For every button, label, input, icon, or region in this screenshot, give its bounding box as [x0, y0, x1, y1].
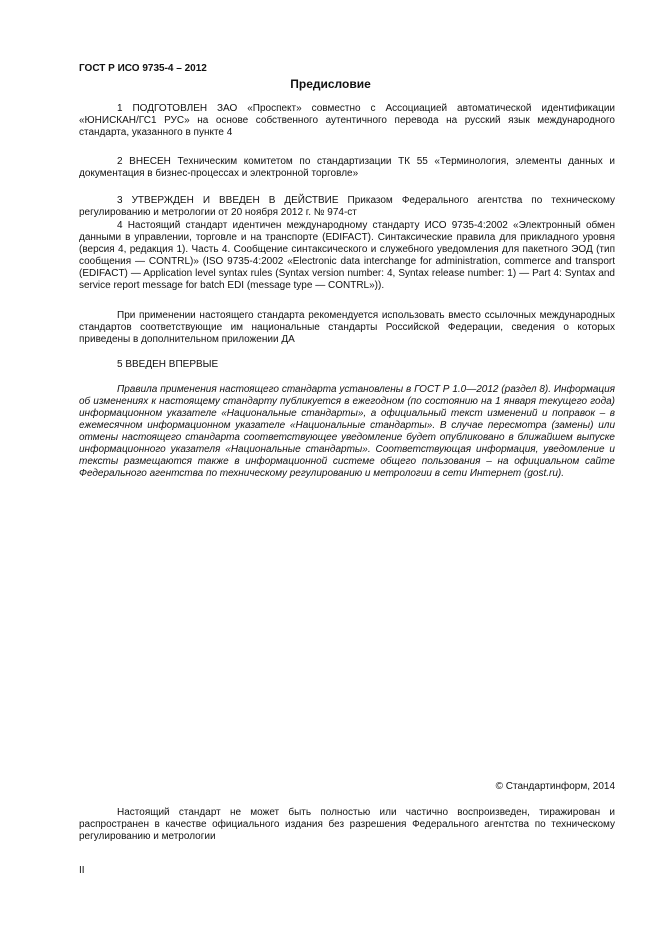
- paragraph-approved: 3 УТВЕРЖДЕН И ВВЕДЕН В ДЕЙСТВИЕ Приказом Федерального агентства по техническому регулированию и метрологии от 20 ноября 2012 г. № 974-ст: [79, 195, 615, 218]
- paragraph-references-note: При применении настоящего стандарта рекомендуется использовать вместо ссылочных международных стандартов соответствующие им национальные стандарты Российской Федерации, сведения о которых приведены в дополнительном приложении ДА: [79, 310, 615, 345]
- page-number: II: [79, 865, 85, 876]
- paragraph-submitted: 2 ВНЕСЕН Техническим комитетом по стандартизации ТК 55 «Терминология, элементы данных и документация в бизнес-процессах и электронной торговле»: [79, 156, 615, 179]
- paragraph-introduced-first: 5 ВВЕДЕН ВПЕРВЫЕ: [117, 359, 219, 370]
- paragraph-application-rules: Правила применения настоящего стандарта установлены в ГОСТ Р 1.0—2012 (раздел 8). Информация об изменениях к настоящему стандарту публикуется в ежегодном (по состоянию на 1 января текущего года) информационном указателе «Национальные стандарты», а официальный текст изменений и поправок – в ежемесячном информационном указателе «Национальные стандарты». В случае пересмотра (замены) или отмены настоящего стандарта соответствующее уведомление будет опубликовано в ближайшем выпуске информационного указателя «Национальные стандарты». Соответствующая информация, уведомление и тексты размещаются также в информационной системе общего пользования – на официальном сайте Федерального агентства по техническому регулированию и метрологии в сети Интернет (gost.ru).: [79, 384, 615, 479]
- copyright: © Стандартинформ, 2014: [495, 781, 615, 792]
- doc-code: ГОСТ Р ИСО 9735-4 – 2012: [79, 63, 207, 74]
- reproduction-notice: Настоящий стандарт не может быть полностью или частично воспроизведен, тиражирован и распространен в качестве официального издания без разрешения Федерального агентства по техническому регулированию и метрологии: [79, 807, 615, 842]
- paragraph-identical-standard: 4 Настоящий стандарт идентичен международному стандарту ИСО 9735-4:2002 «Электронный обмен данными в управлении, торговле и на транспорте (EDIFACT). Синтаксические правила для прикладного уровня (версия 4, редакция 1). Часть 4. Сообщение синтаксического и служебного уведомления для пакетного ЭОД (тип сообщения — CONTRL)» (ISO 9735-4:2002 «Electronic data interchange for administration, commerce and transport (EDIFACT) — Application level syntax rules (Syntax version number: 4, Syntax release number: 1) — Part 4: Syntax and service report message for batch EDI (message type — CONTRL»)).: [79, 220, 615, 291]
- paragraph-prepared: 1 ПОДГОТОВЛЕН ЗАО «Проспект» совместно с Ассоциацией автоматической идентификации «ЮНИСКАН/ГС1 РУС» на основе собственного аутентичного перевода на русский язык международного стандарта, указанного в пункте 4: [79, 103, 615, 138]
- preface-title: Предисловие: [290, 77, 371, 91]
